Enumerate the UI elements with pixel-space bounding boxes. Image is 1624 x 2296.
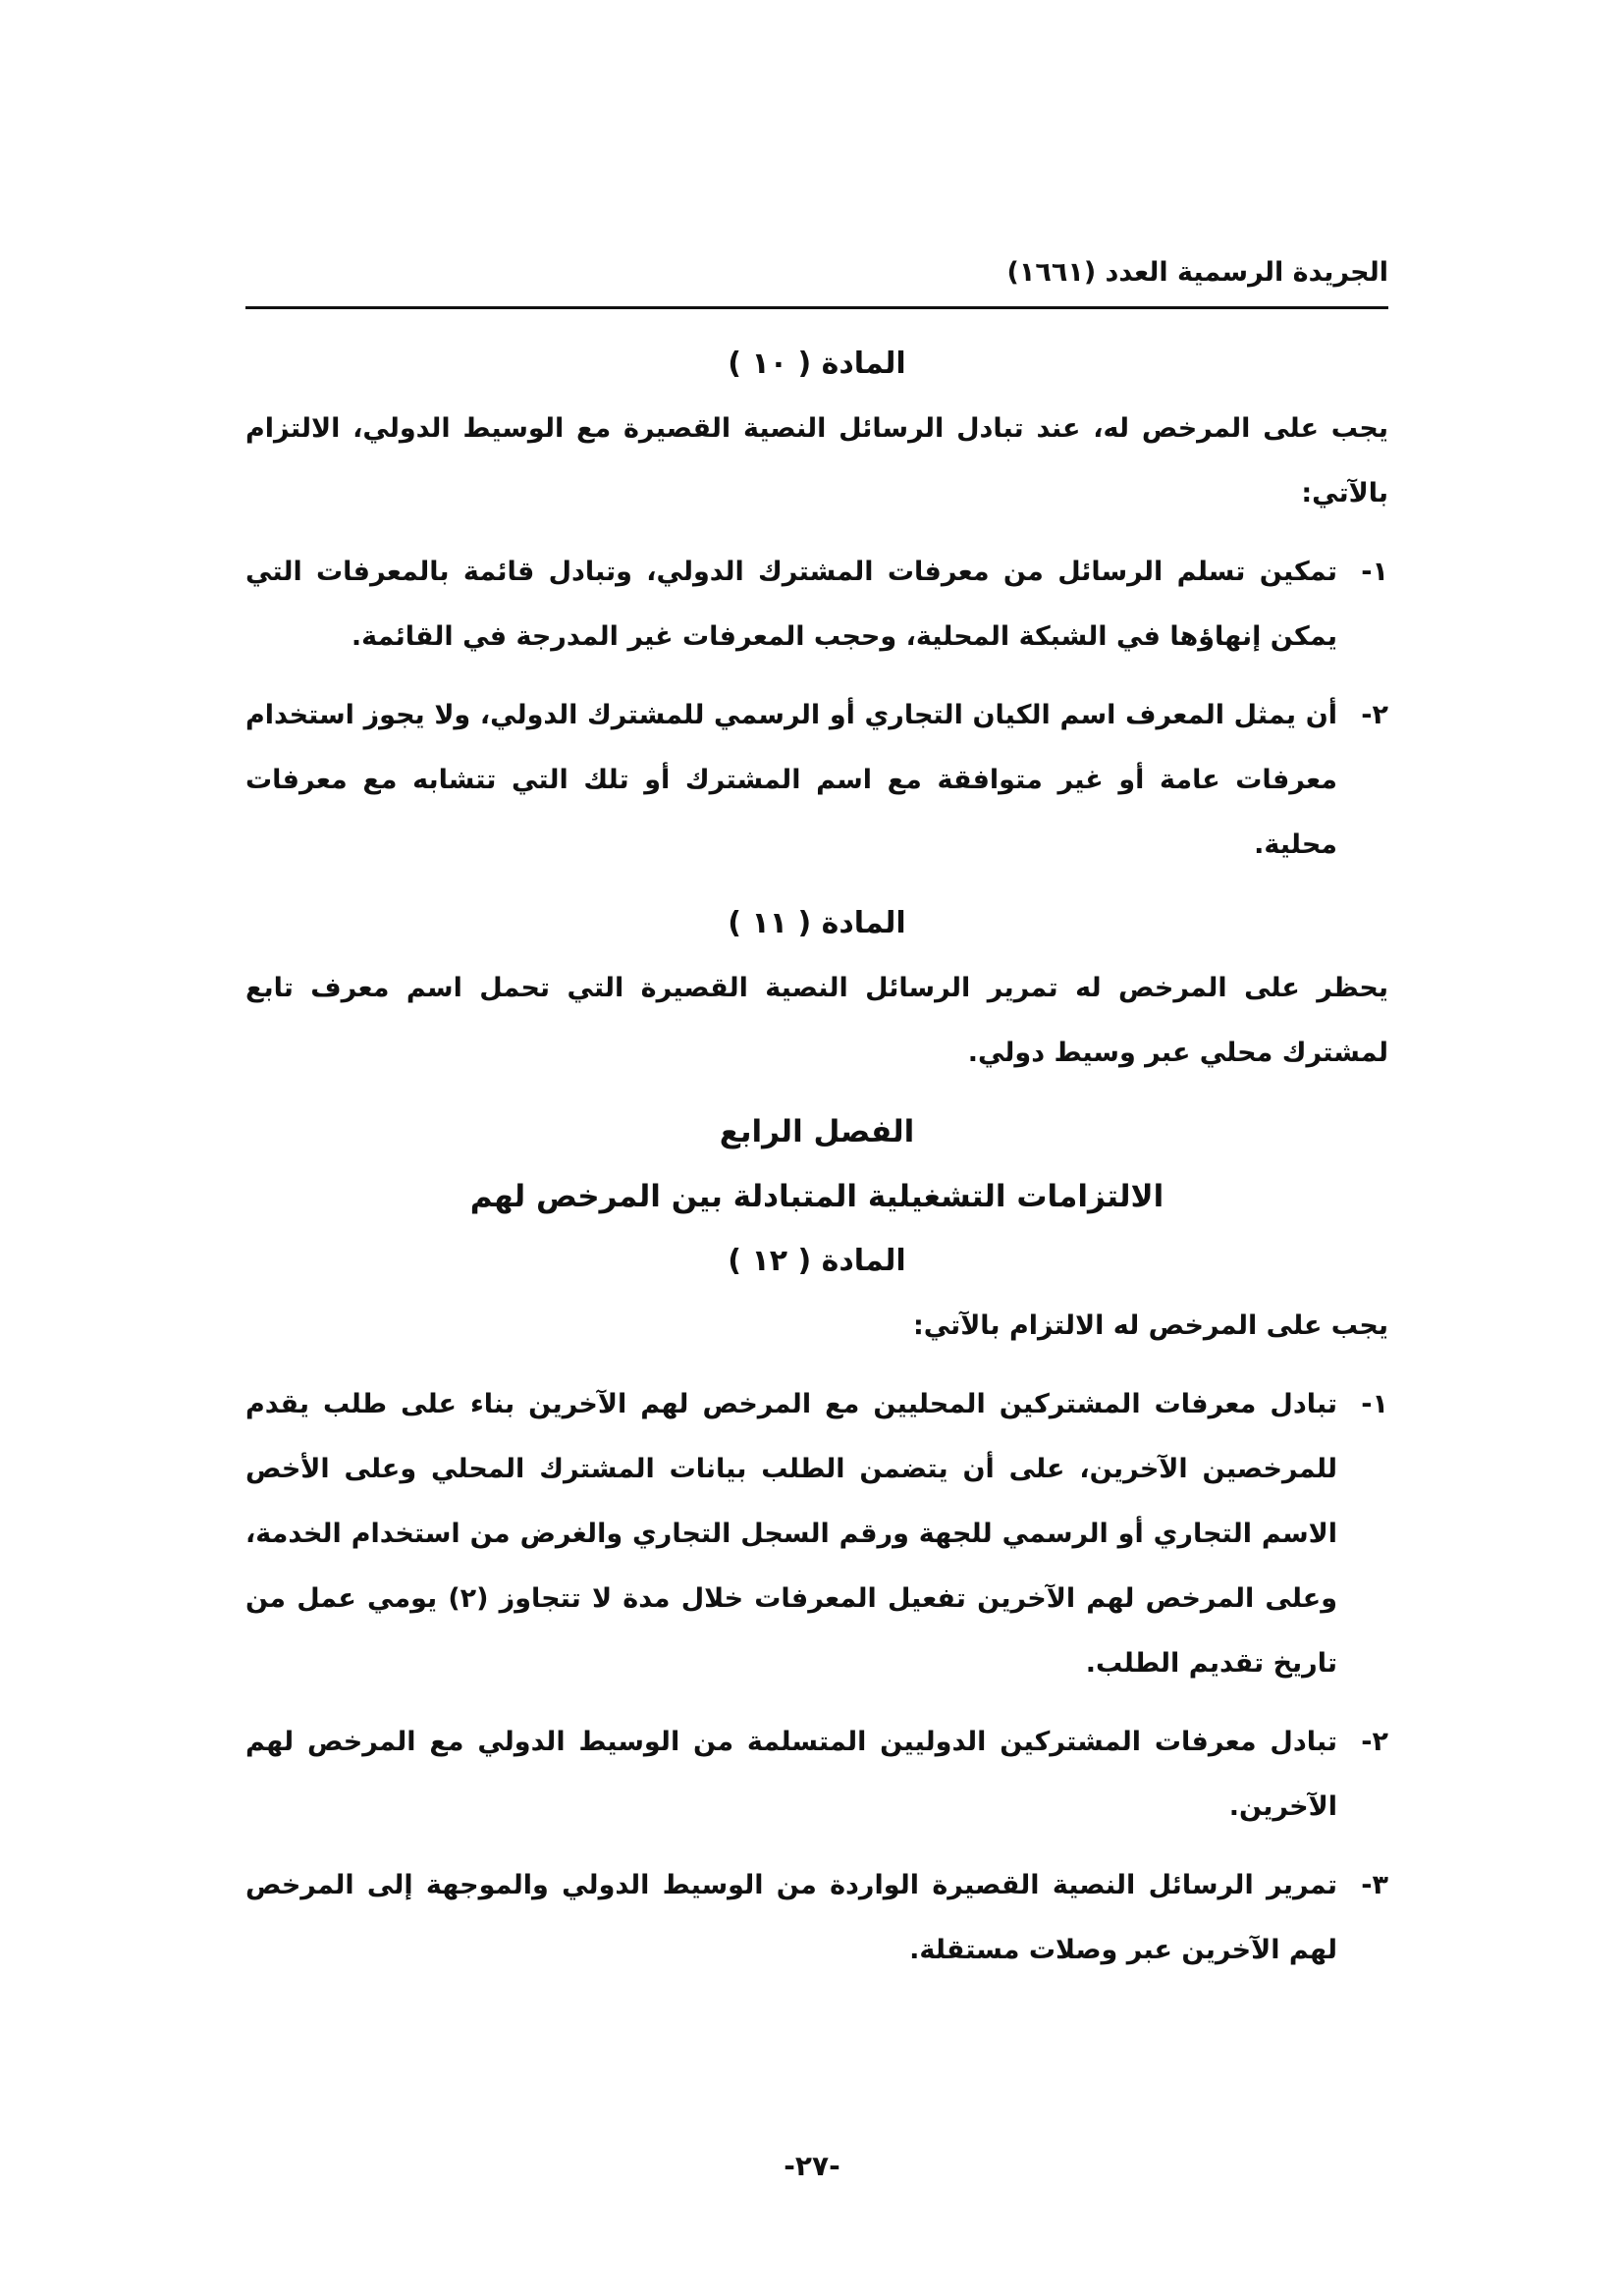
item-text: تبادل معرفات المشتركين المحليين مع المرخص لهم الآخرين بناء على طلب يقدم للمرخصين الآخرين، على أن يتضمن الطلب بيانات المشترك المحلي وعلى الأخص الاسم التجاري أو الرسمي للجهة ورقم السجل التجاري والغرض من استخدام الخدمة، وعلى المرخص لهم الآخرين تفعيل المعرفات خلال مدة لا تتجاوز (٢) يومي عمل من تاريخ تقديم الطلب. bbox=[245, 1389, 1337, 1679]
header-divider bbox=[245, 306, 1388, 309]
article-10-item-2 bbox=[245, 683, 1388, 878]
article-11-title: المادة ( ١١ ) bbox=[728, 906, 906, 940]
page-content bbox=[245, 332, 1388, 1997]
article-10 bbox=[245, 332, 1388, 878]
article-10-title: المادة ( ١٠ ) bbox=[728, 347, 906, 381]
item-number: ٢- bbox=[1361, 1727, 1388, 1757]
item-text: تمرير الرسائل النصية القصيرة الواردة من الوسيط الدولي والموجهة إلى المرخص لهم الآخرين عبر وصلات مستقلة. bbox=[245, 1870, 1337, 1965]
chapter-4 bbox=[245, 1099, 1388, 1229]
item-number: ٣- bbox=[1361, 1870, 1388, 1900]
chapter-subtitle: الالتزامات التشغيلية المتبادلة بين المرخص لهم bbox=[469, 1179, 1164, 1214]
page-number: -٢٧- bbox=[784, 2150, 840, 2182]
article-12 bbox=[245, 1229, 1388, 1983]
item-number: ١- bbox=[1361, 557, 1388, 587]
article-10-intro: يجب على المرخص له، عند تبادل الرسائل النصية القصيرة مع الوسيط الدولي، الالتزام بالآتي: bbox=[245, 413, 1388, 508]
item-text: تبادل معرفات المشتركين الدوليين المتسلمة من الوسيط الدولي مع المرخص لهم الآخرين. bbox=[245, 1727, 1337, 1822]
chapter-title: الفصل الرابع bbox=[719, 1114, 915, 1149]
article-12-title: المادة ( ١٢ ) bbox=[728, 1244, 906, 1278]
item-text: أن يمثل المعرف اسم الكيان التجاري أو الرسمي للمشترك الدولي، ولا يجوز استخدام معرفات عامة أو غير متوافقة مع اسم المشترك أو تلك التي تتشابه مع معرفات محلية. bbox=[245, 700, 1337, 860]
article-11-text: يحظر على المرخص له تمرير الرسائل النصية القصيرة التي تحمل اسم معرف تابع لمشترك محلي عبر وسيط دولي. bbox=[245, 973, 1388, 1068]
item-text: تمكين تسلم الرسائل من معرفات المشترك الدولي، وتبادل قائمة بالمعرفات التي يمكن إنهاؤها في الشبكة المحلية، وحجب المعرفات غير المدرجة في القائمة. bbox=[245, 557, 1337, 652]
item-number: ١- bbox=[1361, 1389, 1388, 1419]
article-11 bbox=[245, 891, 1388, 1086]
item-number: ٢- bbox=[1361, 700, 1388, 730]
article-12-item-3 bbox=[245, 1853, 1388, 1983]
article-12-item-2 bbox=[245, 1710, 1388, 1840]
gazette-header: الجريدة الرسمية العدد (١٦٦١) bbox=[1006, 257, 1388, 288]
article-12-intro: يجب على المرخص له الالتزام بالآتي: bbox=[912, 1310, 1388, 1341]
article-10-item-1 bbox=[245, 540, 1388, 669]
article-12-item-1 bbox=[245, 1372, 1388, 1696]
